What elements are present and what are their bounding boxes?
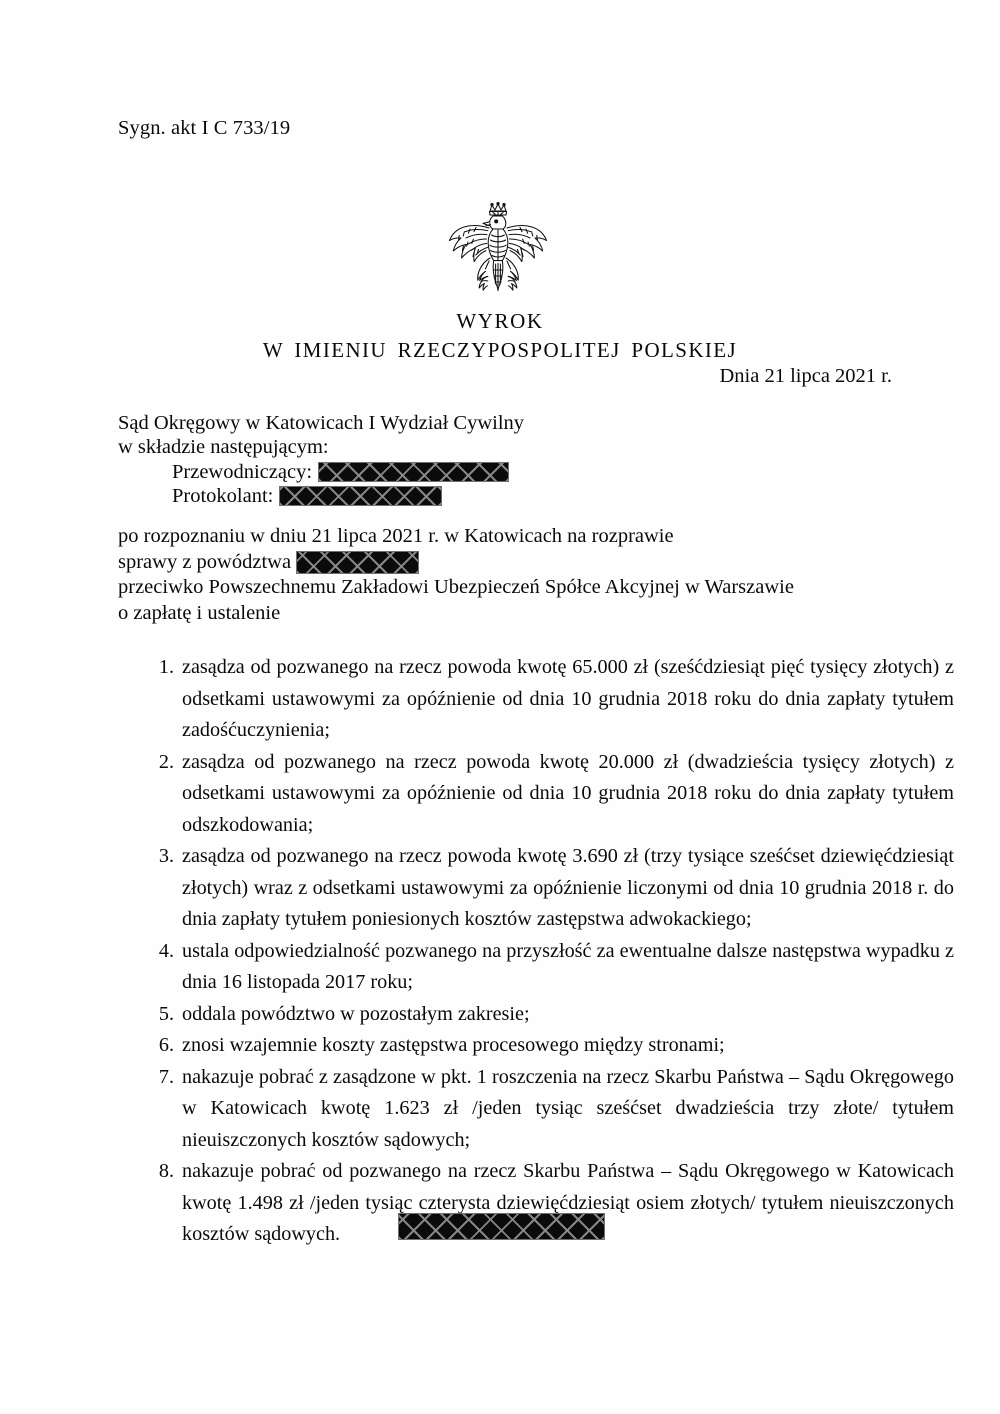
plaintiff-row <box>118 550 938 576</box>
composition-intro: w składzie następującym: <box>118 436 329 459</box>
presiding-judge-label: Przewodniczący: <box>172 460 313 483</box>
ruling-item <box>182 999 954 1031</box>
ruling-text: 7. nakazuje pobrać z zasądzone w pkt. 1 roszczenia na rzecz Skarbu Państwa – Sądu Okręgowego w Katowicach kwotę 1.623 zł /jeden tysiąc sześćset dwadzieścia trzy złote/ tytułem nieuiszczonych kosztów sądowych; <box>182 1065 954 1151</box>
ruling-item <box>182 1030 954 1062</box>
rulings-list <box>118 652 954 1251</box>
parties-block <box>118 524 938 626</box>
polish-eagle-emblem <box>443 198 553 302</box>
ruling-text: 3. zasądza od pozwanego na rzecz powoda kwotę 3.690 zł (trzy tysiące sześćset dziewięćdziesiąt złotych) wraz z odsetkami ustawowymi za opóźnienie liczonymi od dnia 10 grudnia 2018 r. do dnia zapłaty tytułem poniesionych kosztów zastępstwa adwokackiego; <box>182 845 954 930</box>
defendant-line: przeciwko Powszechnemu Zakładowi Ubezpieczeń Spółce Akcyjnej w Warszawie <box>118 576 794 598</box>
ruling-text: 6. znosi wzajemnie koszty zastępstwa procesowego między stronami; <box>182 1034 725 1056</box>
presiding-judge-redaction <box>318 462 509 482</box>
recorder-row <box>118 484 918 508</box>
ruling-text: 1. zasądza od pozwanego na rzecz powoda kwotę 65.000 zł (sześćdziesiąt pięć tysięcy złotych) z odsetkami ustawowymi za opóźnienie od dnia 10 grudnia 2018 roku do dnia zapłaty tytułem zadośćuczynienia; <box>182 656 954 741</box>
recorder-label: Protokolant: <box>172 485 274 508</box>
ruling-text: 5. oddala powództwo w pozostałym zakresie; <box>182 1002 530 1025</box>
judgment-date: Dnia 21 lipca 2021 r. <box>719 365 892 387</box>
plaintiff-label: sprawy z powództwa <box>118 550 292 573</box>
case-signature: Sygn. akt I C 733/19 <box>118 117 291 139</box>
ruling-item <box>182 652 954 747</box>
signature-redaction <box>398 1213 605 1240</box>
hearing-details: po rozpoznaniu w dniu 21 lipca 2021 r. w Katowicach na rozprawie <box>118 525 674 547</box>
page-subtitle: W IMIENIU RZECZYPOSPOLITEJ POLSKIEJ <box>262 338 738 362</box>
plaintiff-redaction <box>296 551 419 574</box>
ruling-item <box>182 841 954 936</box>
ruling-item <box>182 936 954 999</box>
page-title: WYROK <box>456 309 544 333</box>
ruling-text: 4. ustala odpowiedzialność pozwanego na przyszłość za ewentualne dalsze następstwa wypadku z dnia 16 listopada 2017 roku; <box>182 939 954 993</box>
recorder-redaction <box>279 486 442 506</box>
ruling-item <box>182 1062 954 1157</box>
presiding-judge-row <box>118 460 918 484</box>
court-composition-block <box>118 411 918 509</box>
court-name: Sąd Okręgowy w Katowicach I Wydział Cywilny <box>118 412 525 434</box>
ruling-item <box>182 747 954 842</box>
ruling-text: 8. nakazuje pobrać od pozwanego na rzecz Skarbu Państwa – Sądu Okręgowego w Katowicach kwotę 1.498 zł /jeden tysiąc czterysta dziewięćdziesiąt osiem złotych/ tytułem nieuiszczonych kosztów sądowych. <box>182 1160 954 1245</box>
ruling-text: 2. zasądza od pozwanego na rzecz powoda kwotę 20.000 zł (dwadzieścia tysięcy złotych) z odsetkami ustawowymi za opóźnienie od dnia 10 grudnia 2018 roku do dnia zapłaty tytułem odszkodowania; <box>182 750 954 836</box>
claim-subject-line: o zapłatę i ustalenie <box>118 601 281 624</box>
